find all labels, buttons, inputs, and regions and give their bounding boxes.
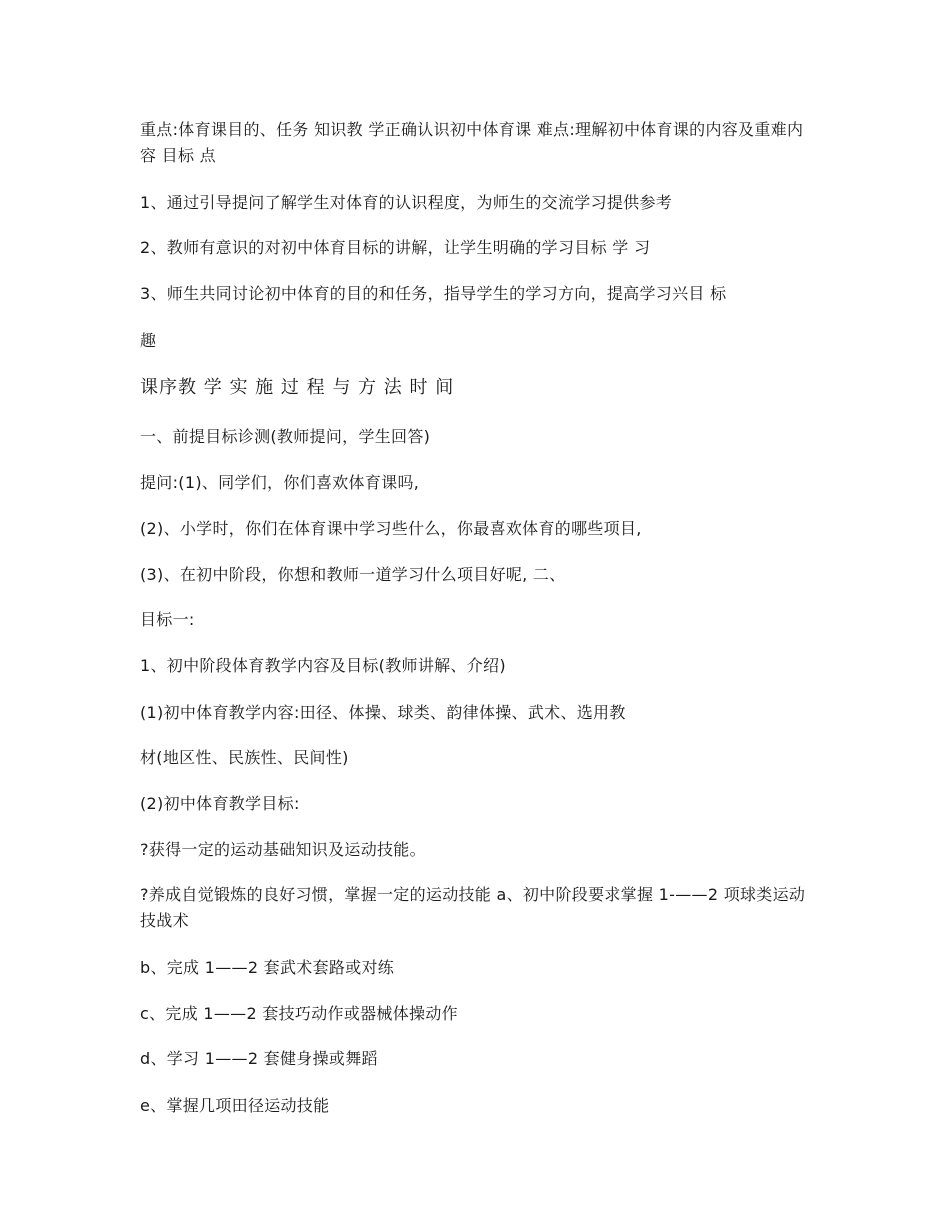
process-heading: 课序教 学 实 施 过 程 与 方 法 时 间 (140, 377, 455, 398)
requirement-c: c、完成 1——2 套技巧动作或器械体操动作 (140, 1004, 458, 1023)
goal-item-habits: ?养成自觉锻炼的良好习惯，掌握一定的运动技能 a、初中阶段要求掌握 1-——2 项球类运动技战术 (140, 885, 806, 930)
teaching-content-continued: 材(地区性、民族性、民间性) (140, 748, 349, 767)
objective-3-continued: 趣 (140, 331, 157, 350)
teaching-content: (1)初中体育教学内容:田径、体操、球类、韵律体操、武术、选用教 (140, 703, 626, 722)
content-and-goals-title: 1、初中阶段体育教学内容及目标(教师讲解、介绍) (140, 656, 506, 675)
section-1-title: 一、前提目标诊测(教师提问，学生回答) (140, 427, 431, 446)
teaching-goals-title: (2)初中体育教学目标: (140, 794, 300, 813)
question-1: 提问:(1)、同学们，你们喜欢体育课吗, (140, 473, 420, 492)
objective-1: 1、通过引导提问了解学生对体育的认识程度，为师生的交流学习提供参考 (140, 193, 673, 212)
question-3: (3)、在初中阶段，你想和教师一道学习什么项目好呢, 二、 (140, 565, 566, 584)
requirement-b: b、完成 1——2 套武术套路或对练 (140, 958, 395, 977)
question-2: (2)、小学时，你们在体育课中学习些什么，你最喜欢体育的哪些项目, (140, 519, 642, 538)
objective-2: 2、教师有意识的对初中体育目标的讲解，让学生明确的学习目标 学 习 (140, 238, 651, 257)
objective-3: 3、师生共同讨论初中体育的目的和任务，指导学生的学习方向，提高学习兴目 标 (140, 284, 727, 303)
key-difficult-points: 重点:体育课目的、任务 知识教 学正确认识初中体育课 难点:理解初中体育课的内容及重难内 容 目标 点 (140, 120, 804, 165)
requirement-e: e、掌握几项田径运动技能 (140, 1096, 330, 1115)
goal-item-knowledge: ?获得一定的运动基础知识及运动技能。 (140, 840, 426, 859)
requirement-d: d、学习 1——2 套健身操或舞蹈 (140, 1049, 378, 1068)
goal-one-label: 目标一: (140, 610, 195, 629)
